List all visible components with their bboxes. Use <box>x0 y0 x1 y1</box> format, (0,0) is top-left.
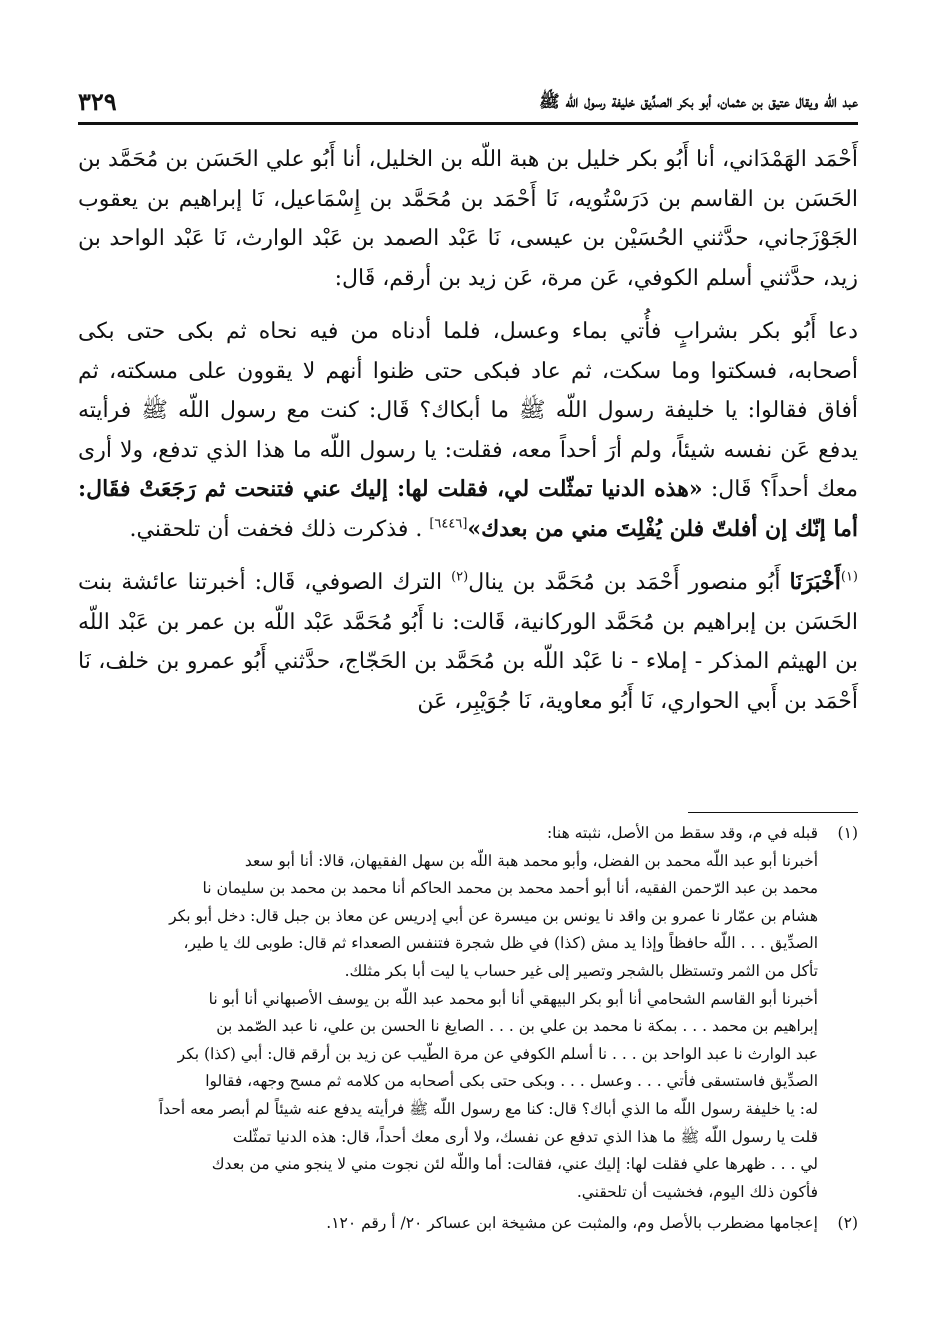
footnote-separator <box>688 812 858 813</box>
book-page <box>78 0 858 1337</box>
footnote-line: هشام بن عمّار نا عمرو بن واقد نا يونس بن ميسرة عن أبي إدريس عن معاذ بن جبل قال: دخل أبو بكر <box>169 906 818 925</box>
narration-text: دعا أَبُو بكر بشرابٍ فأُتي بماء وعسل، فلما أدناه من فيه نحاه ثم بكى حتى بكى أصحابه، فسكتوا وما سكت، ثم عاد فبكى حتى ظنوا أنهم لا يقوون على مسكته، ثم أفاق فقالوا: يا خليفة رسول اللّه ﷺ ما أبكاك؟ قَال: كنت مع رسول اللّه ﷺ فرأيته يدفع عَن نفسه شيئاً، ولم أرَ أحداً معه، فقلت: يا رسول اللّه ما هذا الذي تدفع، ولا أرى معك أحداً؟ قَال: <box>78 319 858 502</box>
footnote-line: الصدِّيق فاستسقى فأتي . . . وعسل . . . وبكى حتى بكى أصحابه من كلامه ثم مسح وجهه، فقالوا <box>205 1072 818 1091</box>
hadith-reference: [٦٤٤٦] <box>429 516 468 532</box>
isnad-text-b: الترك الصوفي، قَال: أخبرتنا عائشة بنت الحَسَن بن إبراهيم بن مُحَمَّد الوركانية، قَالت: نا أَبُو مُحَمَّد عَبْد اللّه بن عمر بن عَبْد اللّه بن الهيثم المذكر - إملاء - نا عَبْد اللّه بن مُحَمَّد بن الحَجّاج، حدَّثني أَبُو عمرو بن خلف، نَا أَحْمَد بن أَبي الحواري، نَا أَبُو معاوية، نَا جُوَيْبِر، عَن <box>78 570 858 714</box>
footnote-1 <box>78 820 858 1206</box>
footnote-line: له: يا خليفة رسول اللّه ما الذي أباك؟ قال: كنا مع رسول اللّه ﷺ فرأيته يدفع عنه شيئاً لم أبصر معه أحداً <box>158 1099 818 1118</box>
main-text <box>78 140 858 735</box>
isnad-text-a: أَبُو منصور أَحْمَد بن مُحَمَّد بن ينال <box>468 570 781 595</box>
footnote-line: قلت يا رسول اللّه ﷺ ما هذا الذي تدفع عن نفسك، ولا أرى معك أحداً، قال: هذه الدنيا تمثّلت <box>232 1127 818 1146</box>
footnote-line: أخبرنا أبو عبد اللّه محمد بن الفضل، وأبو محمد هبة اللّه بن سهل الفقيهان، قالا: أنا أبو سعد <box>244 851 818 870</box>
footnote-body <box>78 820 818 1206</box>
footnote-line: فأكون ذلك اليوم، فخشيت أن تلحقني. <box>576 1182 818 1201</box>
footnote-2 <box>78 1210 858 1238</box>
footnote-line: عبد الوارث نا عبد الواحد بن . . . نا أسلم الكوفي عن مرة الطّيب عن زيد بن أرقم قال: أبي (كذا) بكر <box>177 1044 818 1063</box>
footnote-marker-1: (١) <box>840 569 858 585</box>
paragraph-narration <box>78 312 858 549</box>
footnote-body <box>78 1210 818 1238</box>
page-header <box>78 82 858 116</box>
footnote-line: إعجامها مضطرب بالأصل وم، والمثبت عن مشيخة ابن عساكر ٢٠/ أ رقم ١٢٠. <box>326 1214 818 1233</box>
footnotes <box>78 820 858 1242</box>
footnote-line: لي . . . ظهرها علي فقلت لها: إليك عني، فقالت: أما واللّه لئن نجوت مني لا ينجو مني من بعدك <box>211 1155 818 1174</box>
paragraph-isnad: أَحْمَد الهَمْدَاني، أنا أَبُو بكر خليل بن هبة اللّه بن الخليل، أنا أَبُو علي الحَسَن بن مُحَمَّد بن الحَسَن بن القاسم بن دَرَسْتُويه، نَا أَحْمَد بن مُحَمَّد بن إِسْمَاعيل، نَا إبراهيم بن يعقوب الجَوْزَجاني، حدَّثني الحُسَيْن بن عيسى، نَا عَبْد الصمد بن عَبْد الوارث، نَا عَبْد الواحد بن زيد، حدَّثني أسلم الكوفي، عَن مرة، عَن زيد بن أرقم، قَال: <box>78 147 858 291</box>
page-number: ٣٢٩ <box>78 87 117 116</box>
footnote-line: إبراهيم بن محمد . . . بمكة نا محمد بن علي بن . . . الصايغ نا الحسن بن علي، نا عبد الصّمد بن <box>216 1017 818 1036</box>
footnote-line: قبله في م، وقد سقط من الأصل، نثبته هنا: <box>546 824 818 842</box>
footnote-marker-2: (٢) <box>451 569 469 585</box>
header-rule <box>78 122 858 125</box>
footnote-number: (٢) <box>837 1214 858 1233</box>
footnote-line: الصدِّيق . . . اللّه حافظاً وإذا يد مش (كذا) في ظل شجرة فتنفس الصعداء ثم قال: طوبى لك يا طير، <box>183 934 818 953</box>
footnote-line: تأكل من الثمر وتستظل بالشجر وتصير إلى غير حساب يا ليت أبا بكر مثلك. <box>344 961 818 980</box>
hadith-quote: «هذه الدنيا تمثّلت لي، فقلت لها: إليك عني فتنحت ثم رَجَعَتْ فقَال: أما إنّك إن أفلتّ فلن يُفْلِتَ مني من بعدك» <box>78 476 858 542</box>
akhbarana-lead: أَخْبَرَنَا <box>789 569 841 595</box>
narration-ending: . فذكرت ذلك فخفت أن تلحقني. <box>129 516 423 542</box>
running-title: عبد الله ويقال عتيق بن عثمان، أبو بكر الصدِّيق خليفة رسول الله ﷺ <box>539 92 858 112</box>
footnote-line: محمد بن عبد الرّحمن الفقيه، أنا أبو أحمد محمد بن محمد الحاكم أنا محمد بن محمد بن سليمان نا <box>202 879 818 898</box>
footnote-line: أخبرنا أبو القاسم الشحامي أنا أبو بكر البيهقي أنا أبو محمد عبد اللّه بن يوسف الأصبهاني أنا أبو نا <box>208 989 818 1008</box>
footnote-number: (١) <box>837 824 858 842</box>
paragraph-second-isnad <box>78 563 858 721</box>
